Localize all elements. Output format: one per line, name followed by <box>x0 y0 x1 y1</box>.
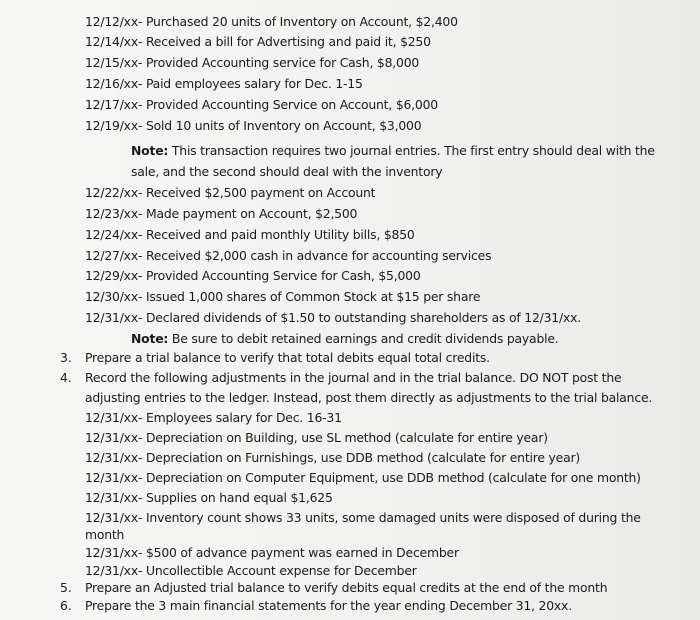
item-number: 6. <box>60 598 72 613</box>
adjustment-line: 12/31/xx- $500 of advance payment was earned in December <box>85 545 459 560</box>
note-line: sale, and the second should deal with the inventory <box>131 164 443 179</box>
adjustment-line: 12/31/xx- Uncollectible Account expense for December <box>85 563 417 578</box>
instruction-line: Prepare the 3 main financial statements for the year ending December 31, 20xx. <box>85 598 572 613</box>
transaction-line: 12/31/xx- Declared dividends of $1.50 to outstanding shareholders as of 12/31/xx. <box>85 310 581 325</box>
note-label: Note: <box>131 331 169 346</box>
adjustment-line: month <box>85 527 125 542</box>
transaction-line: 12/12/xx- Purchased 20 units of Inventory on Account, $2,400 <box>85 14 458 29</box>
transaction-line: 12/24/xx- Received and paid monthly Utility bills, $850 <box>85 227 415 242</box>
adjustment-line: 12/31/xx- Supplies on hand equal $1,625 <box>85 490 333 505</box>
adjustment-line: 12/31/xx- Inventory count shows 33 units, some damaged units were disposed of during the <box>85 510 641 525</box>
adjustment-line: 12/31/xx- Depreciation on Computer Equipment, use DDB method (calculate for one month) <box>85 470 641 485</box>
item-number: 3. <box>60 350 72 365</box>
instruction-line: Prepare a trial balance to verify that total debits equal total credits. <box>85 350 490 365</box>
note-text: This transaction requires two journal entries. The first entry should deal with the <box>171 143 655 158</box>
transaction-line: 12/29/xx- Provided Accounting Service for Cash, $5,000 <box>85 268 421 283</box>
note-label: Note: <box>131 143 169 158</box>
note-line <box>131 331 559 347</box>
transaction-line: 12/19/xx- Sold 10 units of Inventory on Account, $3,000 <box>85 118 422 133</box>
note-line <box>131 143 655 159</box>
transaction-line: 12/15/xx- Provided Accounting service for Cash, $8,000 <box>85 55 420 70</box>
item-number: 4. <box>60 370 72 385</box>
transaction-line: 12/27/xx- Received $2,000 cash in advance for accounting services <box>85 248 492 263</box>
adjustment-line: 12/31/xx- Employees salary for Dec. 16-31 <box>85 410 342 425</box>
transaction-line: 12/14/xx- Received a bill for Advertising and paid it, $250 <box>85 34 431 49</box>
transaction-line: 12/17/xx- Provided Accounting Service on Account, $6,000 <box>85 97 438 112</box>
instruction-line: Prepare an Adjusted trial balance to verify debits equal credits at the end of the month <box>85 580 608 595</box>
transaction-line: 12/16/xx- Paid employees salary for Dec. 1-15 <box>85 76 363 91</box>
item-number: 5. <box>60 580 72 595</box>
adjustment-line: 12/31/xx- Depreciation on Building, use SL method (calculate for entire year) <box>85 430 548 445</box>
transaction-line: 12/30/xx- Issued 1,000 shares of Common Stock at $15 per share <box>85 289 481 304</box>
note-text: Be sure to debit retained earnings and credit dividends payable. <box>171 331 559 346</box>
instruction-line: adjusting entries to the ledger. Instead, post them directly as adjustments to the trial balance. <box>85 390 653 405</box>
transaction-line: 12/23/xx- Made payment on Account, $2,500 <box>85 206 358 221</box>
instruction-line: Record the following adjustments in the journal and in the trial balance. DO NOT post the <box>85 370 622 385</box>
transaction-line: 12/22/xx- Received $2,500 payment on Account <box>85 185 376 200</box>
adjustment-line: 12/31/xx- Depreciation on Furnishings, use DDB method (calculate for entire year) <box>85 450 580 465</box>
